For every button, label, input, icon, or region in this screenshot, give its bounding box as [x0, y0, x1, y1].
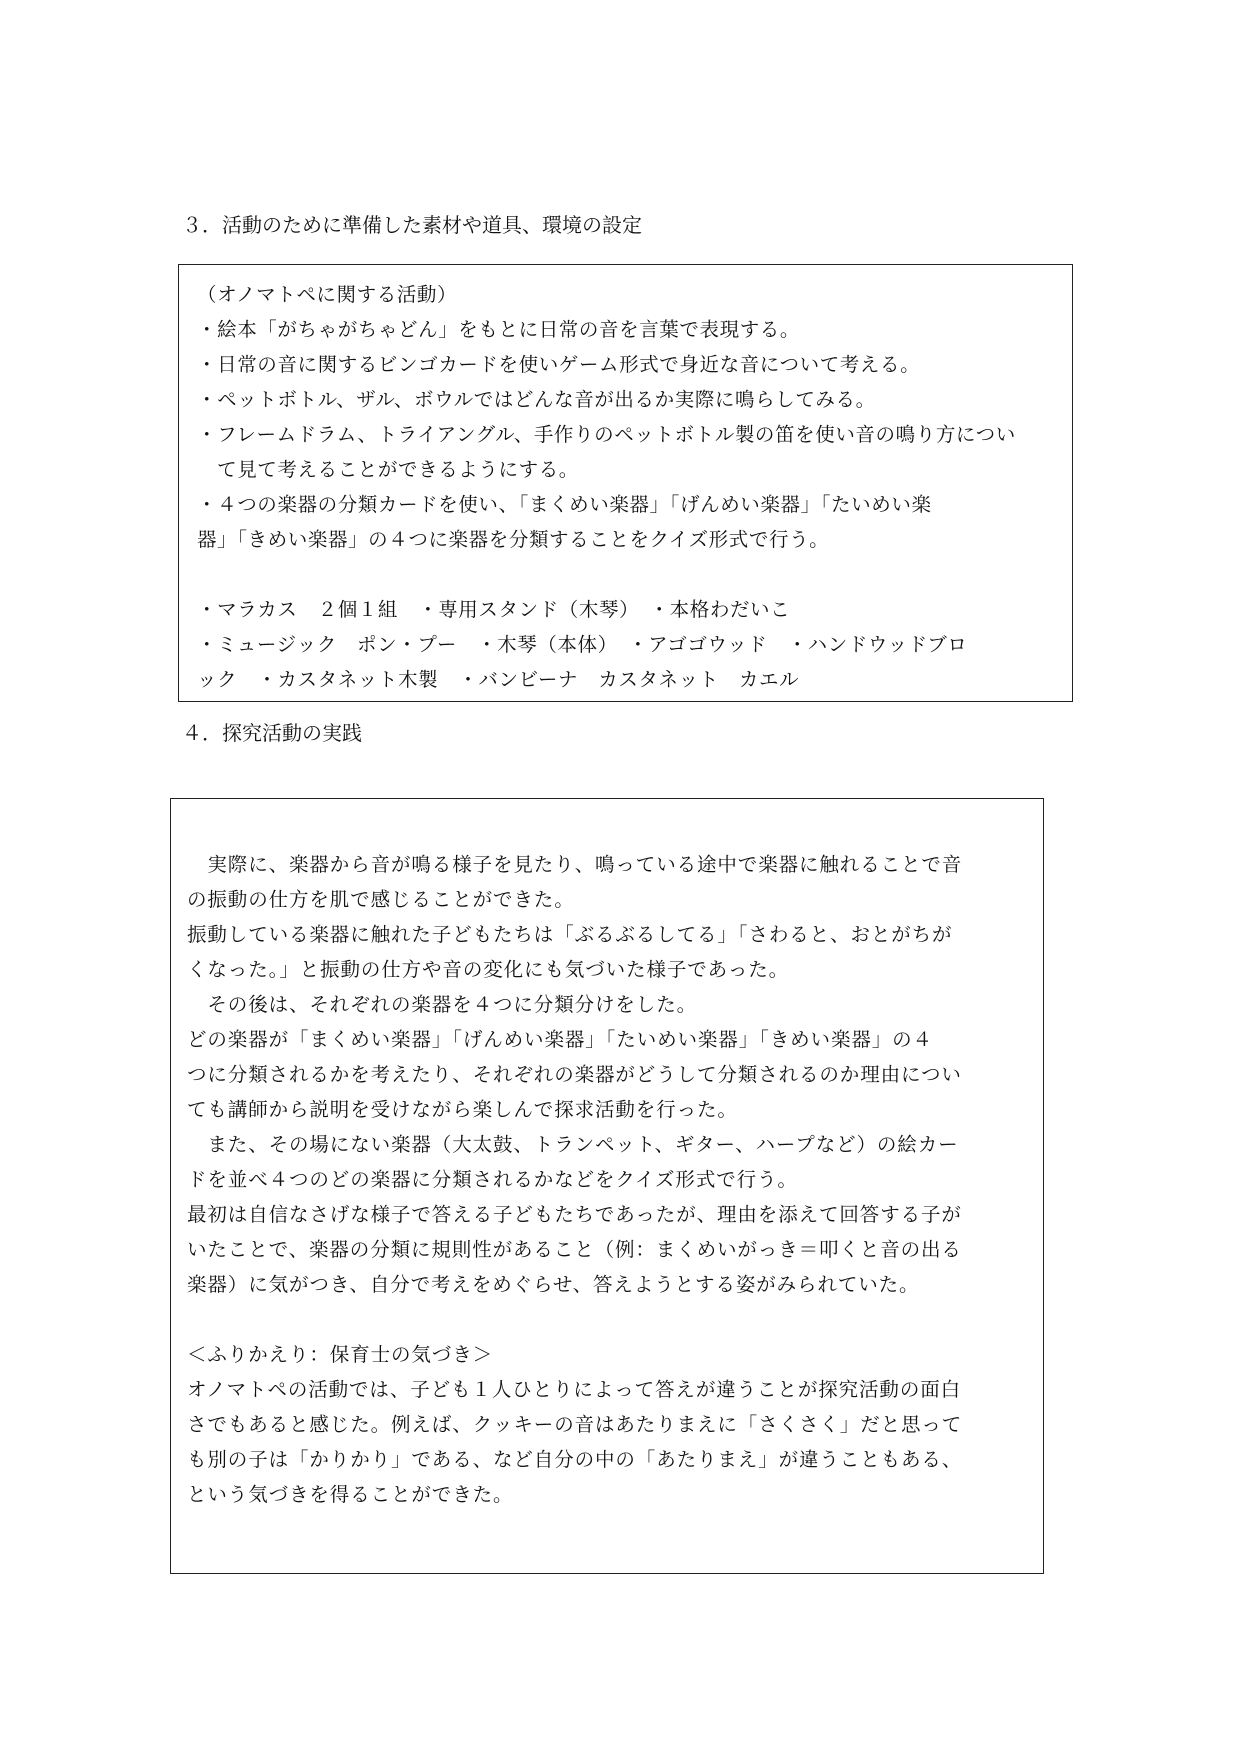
- box-line: ・絵本「がちゃがちゃどん」をもとに日常の音を言葉で表現する。: [197, 318, 801, 341]
- practice-line: その後は、それぞれの楽器を４つに分類分けをした。: [187, 993, 698, 1016]
- reflection-line: という気づきを得ることができた。: [187, 1483, 514, 1506]
- section-4-heading: ４．探究活動の実践: [182, 721, 362, 745]
- box-line: 器」「きめい楽器」の４つに楽器を分類することをクイズ形式で行う。: [197, 528, 830, 551]
- box-line: ・日常の音に関するビンゴカードを使いゲーム形式で身近な音について考える。: [197, 353, 921, 376]
- box-line: ・フレームドラム、トライアングル、手作りのペットボトル製の笛を使い音の鳴り方につい: [197, 423, 1016, 446]
- section-3-heading: ３．活動のために準備した素材や道具、環境の設定: [182, 213, 642, 237]
- practice-line: 最初は自信なさげな様子で答える子どもたちであったが、理由を添えて回答する子が: [187, 1203, 962, 1226]
- box-line: て見て考えることができるようにする。: [197, 458, 579, 481]
- reflection-line: も別の子は「かりかり」である、など自分の中の「あたりまえ」が違うこともある、: [187, 1448, 963, 1471]
- instrument-line: ック ・カスタネット木製 ・バンビーナ カスタネット カエル: [197, 668, 800, 691]
- box-line: （オノマトペに関する活動）: [197, 283, 458, 306]
- materials-box: [178, 264, 1073, 702]
- spacer: [197, 557, 1058, 592]
- practice-line: 振動している楽器に触れた子どもたちは「ぶるぶるしてる」「さわると、おとがちが: [187, 923, 953, 946]
- practice-line: の振動の仕方を肌で感じることができた。: [187, 888, 575, 911]
- instrument-line: ・マラカス ２個１組 ・専用スタンド（木琴） ・本格わだいこ: [197, 598, 791, 621]
- practice-line: ても講師から説明を受けながら楽しんで探求活動を行った。: [187, 1098, 738, 1121]
- reflection-line: さでもあると感じた。例えば、クッキーの音はあたりまえに「さくさく」だと思って: [187, 1413, 963, 1436]
- practice-line: くなった。」と振動の仕方や音の変化にも気づいた様子であった。: [187, 958, 790, 981]
- box-line: ・ペットボトル、ザル、ボウルではどんな音が出るか実際に鳴らしてみる。: [197, 388, 876, 411]
- practice-line: つに分類されるかを考えたり、それぞれの楽器がどうして分類されるのか理由につい: [187, 1063, 962, 1086]
- practice-line: どの楽器が「まくめい楽器」「げんめい楽器」「たいめい楽器」「きめい楽器」の４: [187, 1028, 933, 1051]
- box-line: ・４つの楽器の分類カードを使い、「まくめい楽器」「げんめい楽器」「たいめい楽: [197, 493, 932, 516]
- spacer: [187, 1302, 1029, 1337]
- practice-line: 楽器）に気がつき、自分で考えをめぐらせ、答えようとする姿がみられていた。: [187, 1273, 920, 1296]
- reflection-title: ＜ふりかえり：保育士の気づき＞: [187, 1343, 494, 1366]
- practice-line: 実際に、楽器から音が鳴る様子を見たり、鳴っている途中で楽器に触れることで音: [187, 853, 963, 876]
- practice-line: いたことで、楽器の分類に規則性があること（例：まくめいがっき＝叩くと音の出る: [187, 1238, 962, 1261]
- practice-box: [170, 798, 1044, 1574]
- practice-line: ドを並べ４つのどの楽器に分類されるかなどをクイズ形式で行う。: [187, 1168, 798, 1191]
- instrument-line: ・ミュージック ポン・プー ・木琴（本体） ・アゴゴウッド ・ハンドウッドブロ: [197, 633, 968, 656]
- practice-line: また、その場にない楽器（大太鼓、トランペット、ギター、ハープなど）の絵カー: [187, 1133, 959, 1156]
- reflection-line: オノマトペの活動では、子ども１人ひとりによって答えが違うことが探究活動の面白: [187, 1378, 962, 1401]
